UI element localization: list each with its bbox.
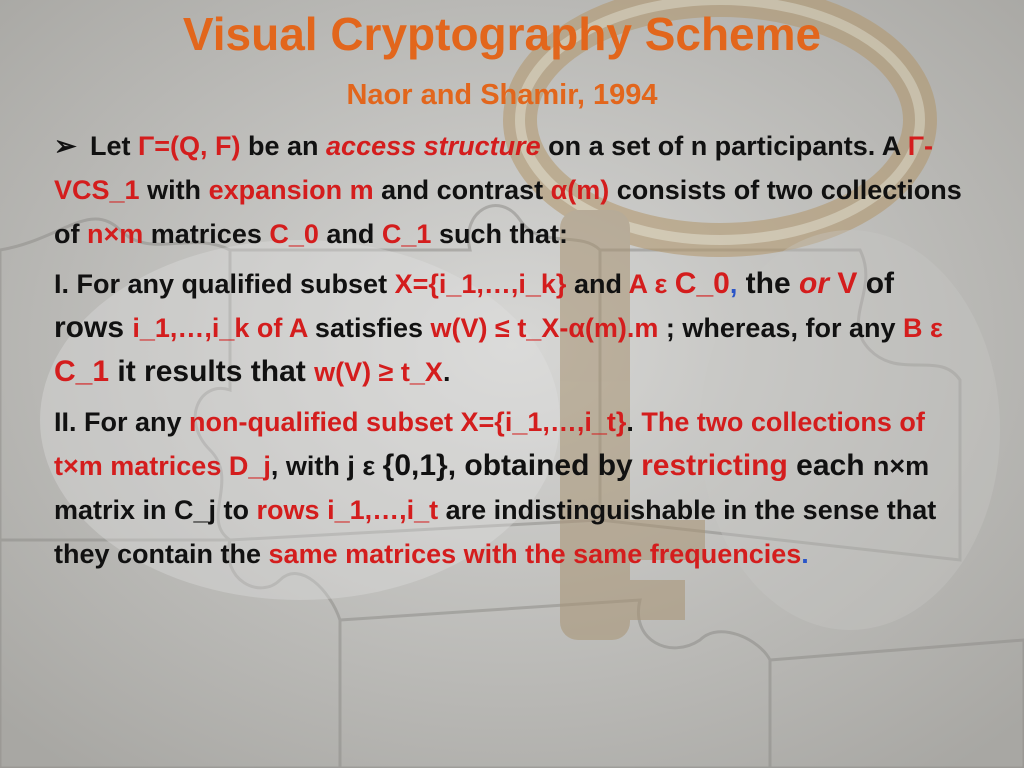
text-run: the	[737, 267, 800, 300]
text-run: non-qualified subset X={i_1,…,i_t}	[189, 407, 627, 437]
text-run: it results that	[109, 355, 315, 388]
condition-2-text	[54, 407, 936, 569]
text-run: on a set of n participants. A	[540, 131, 908, 161]
text-run: C_1	[54, 355, 110, 388]
text-run: X={i_1,…,i_k}	[394, 269, 567, 299]
paragraph-condition-1	[54, 262, 966, 394]
paragraph-condition-2	[54, 400, 966, 576]
text-run: A ε	[628, 269, 675, 299]
text-run: The two collections of t×m matrices D_j	[54, 407, 925, 481]
text-run: w(V) ≤ t_X-α(m).m	[430, 313, 659, 343]
text-run: .	[801, 539, 809, 569]
slide-title: Visual Cryptography Scheme	[182, 8, 822, 60]
text-run: expansion m	[208, 175, 374, 205]
text-run: i_1,…,i_k of A	[132, 313, 308, 343]
text-run: of rows	[54, 267, 895, 344]
text-run: and contrast	[373, 175, 551, 205]
text-run: and	[318, 219, 382, 249]
text-run: same matrices with the same frequencies	[268, 539, 802, 569]
text-run: Γ- VCS_1	[54, 131, 933, 205]
text-run: I. For any qualified subset	[54, 269, 395, 299]
text-run: w(V) ≥ t_X	[314, 357, 443, 387]
definition-text	[54, 131, 962, 249]
paragraph-definition	[54, 124, 966, 256]
text-run: {0,1}	[382, 449, 448, 482]
bullet-arrow-icon: ➢	[54, 131, 77, 161]
text-run: n×m	[87, 219, 144, 249]
condition-1-text	[54, 269, 943, 387]
text-run: C_0	[269, 219, 319, 249]
text-run: .	[626, 407, 642, 437]
text-run: be an	[240, 131, 327, 161]
text-run: ; whereas, for any	[658, 313, 904, 343]
text-run: satisfies	[307, 313, 431, 343]
text-run: or	[799, 267, 830, 300]
text-run: C_0	[674, 267, 730, 300]
text-run: with	[139, 175, 209, 205]
text-run: n×m matrix in C_j to	[54, 451, 930, 525]
text-run: restricting	[641, 449, 788, 482]
text-run: are indistinguishable in the sense that they contain the	[54, 495, 937, 569]
text-run: .	[442, 357, 451, 387]
text-run: access structure	[326, 131, 541, 161]
text-run: , with j ε	[270, 451, 383, 481]
slide-body	[54, 124, 966, 576]
text-run: , obtained by	[447, 449, 642, 482]
text-run: rows i_1,…,i_t	[256, 495, 439, 525]
text-run: and	[566, 269, 629, 299]
text-run: B ε	[903, 313, 943, 343]
text-run: Γ=(Q, F)	[138, 131, 241, 161]
text-run: Let	[90, 131, 139, 161]
text-run: each	[787, 449, 873, 482]
text-run: α(m)	[550, 175, 610, 205]
text-run: V	[829, 267, 858, 300]
slide-subtitle: Naor and Shamir, 1994	[346, 79, 658, 111]
text-run: consists of two collections of	[54, 175, 962, 249]
text-run: II. For any	[54, 407, 190, 437]
text-run: ,	[729, 269, 738, 299]
text-run: such that:	[431, 219, 568, 249]
text-run: matrices	[143, 219, 270, 249]
text-run: C_1	[381, 219, 432, 249]
